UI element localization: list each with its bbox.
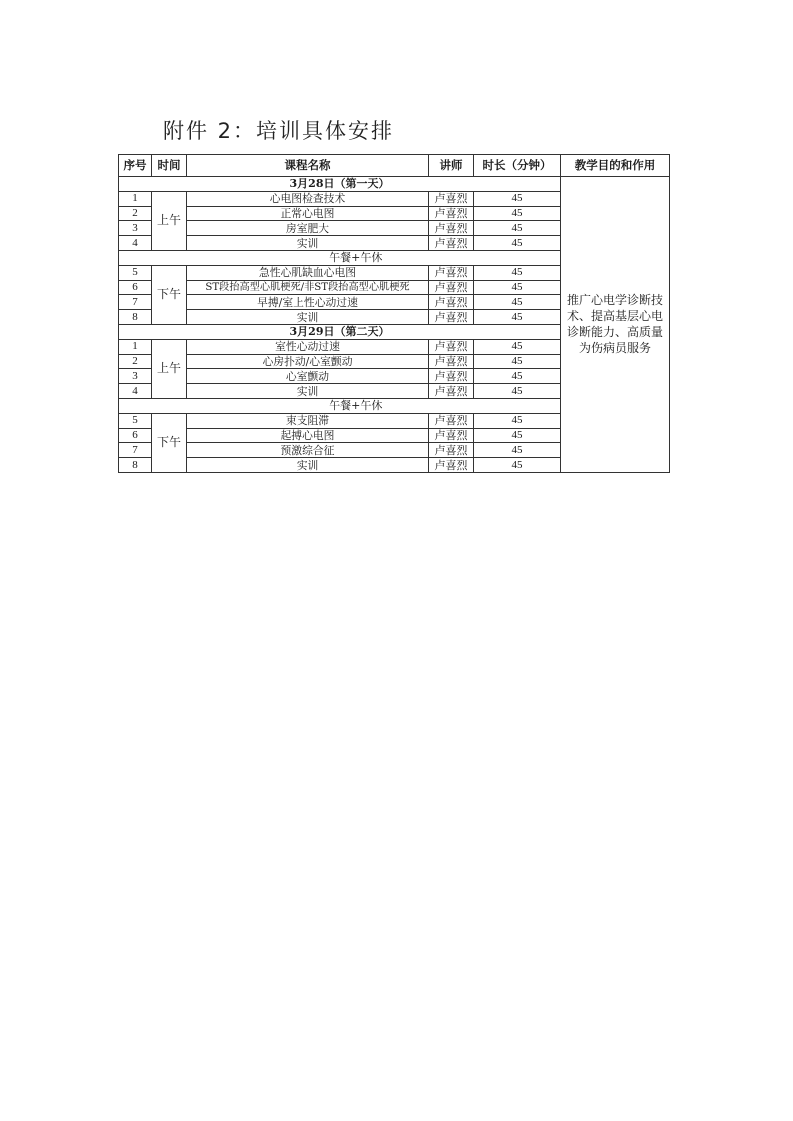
course-name: 起搏心电图 xyxy=(187,428,429,443)
period-morning: 上午 xyxy=(152,339,187,398)
duration: 45 xyxy=(474,339,561,354)
period-afternoon: 下午 xyxy=(152,265,187,324)
schedule-table xyxy=(118,154,670,473)
course-name: 预激综合征 xyxy=(187,443,429,458)
period-morning: 上午 xyxy=(152,191,187,250)
course-name: 室性心动过速 xyxy=(187,339,429,354)
lecturer: 卢喜烈 xyxy=(429,265,474,280)
course-name: 实训 xyxy=(187,458,429,473)
duration: 45 xyxy=(474,354,561,369)
day-row xyxy=(119,177,670,192)
course-name: 急性心肌缺血心电图 xyxy=(187,265,429,280)
course-name: 心室颤动 xyxy=(187,369,429,384)
course-name: 束支阻滞 xyxy=(187,413,429,428)
row-index: 5 xyxy=(119,265,152,280)
col-header-purpose: 教学目的和作用 xyxy=(561,155,670,177)
duration: 45 xyxy=(474,221,561,236)
duration: 45 xyxy=(474,295,561,310)
row-index: 5 xyxy=(119,413,152,428)
duration: 45 xyxy=(474,458,561,473)
course-name: 心房扑动/心室颤动 xyxy=(187,354,429,369)
duration: 45 xyxy=(474,191,561,206)
duration: 45 xyxy=(474,413,561,428)
duration: 45 xyxy=(474,310,561,325)
row-index: 3 xyxy=(119,221,152,236)
lecturer: 卢喜烈 xyxy=(429,236,474,251)
duration: 45 xyxy=(474,236,561,251)
page-title: 附件 2：培训具体安排 xyxy=(163,119,395,144)
course-name: 实训 xyxy=(187,310,429,325)
row-index: 1 xyxy=(119,191,152,206)
col-header-index: 序号 xyxy=(119,155,152,177)
duration: 45 xyxy=(474,369,561,384)
break-spacer xyxy=(119,250,152,265)
col-header-lecturer: 讲师 xyxy=(429,155,474,177)
lecturer: 卢喜烈 xyxy=(429,191,474,206)
course-name: 正常心电图 xyxy=(187,206,429,221)
row-index: 7 xyxy=(119,295,152,310)
break-label: 午餐+午休 xyxy=(152,398,561,413)
row-index: 2 xyxy=(119,354,152,369)
col-header-time: 时间 xyxy=(152,155,187,177)
duration: 45 xyxy=(474,206,561,221)
break-label: 午餐+午休 xyxy=(152,250,561,265)
row-index: 4 xyxy=(119,236,152,251)
course-name: 房室肥大 xyxy=(187,221,429,236)
course-name: 早搏/室上性心动过速 xyxy=(187,295,429,310)
duration: 45 xyxy=(474,384,561,399)
course-name: 心电图检查技术 xyxy=(187,191,429,206)
col-header-duration: 时长（分钟） xyxy=(474,155,561,177)
lecturer: 卢喜烈 xyxy=(429,384,474,399)
lecturer: 卢喜烈 xyxy=(429,428,474,443)
duration: 45 xyxy=(474,443,561,458)
lecturer: 卢喜烈 xyxy=(429,206,474,221)
col-header-course: 课程名称 xyxy=(187,155,429,177)
lecturer: 卢喜烈 xyxy=(429,413,474,428)
lecturer: 卢喜烈 xyxy=(429,221,474,236)
row-index: 8 xyxy=(119,310,152,325)
duration: 45 xyxy=(474,428,561,443)
row-index: 2 xyxy=(119,206,152,221)
lecturer: 卢喜烈 xyxy=(429,310,474,325)
course-name: ST段抬高型心肌梗死/非ST段抬高型心肌梗死 xyxy=(187,280,429,295)
day-label: 3月28日（第一天） xyxy=(119,177,561,192)
row-index: 4 xyxy=(119,384,152,399)
break-spacer xyxy=(119,398,152,413)
row-index: 8 xyxy=(119,458,152,473)
row-index: 1 xyxy=(119,339,152,354)
lecturer: 卢喜烈 xyxy=(429,458,474,473)
header-row xyxy=(119,155,670,177)
purpose-cell: 推广心电学诊断技术、提高基层心电诊断能力、高质量为伤病员服务 xyxy=(561,177,670,473)
lecturer: 卢喜烈 xyxy=(429,443,474,458)
course-name: 实训 xyxy=(187,236,429,251)
row-index: 7 xyxy=(119,443,152,458)
period-afternoon: 下午 xyxy=(152,413,187,472)
lecturer: 卢喜烈 xyxy=(429,339,474,354)
day-label: 3月29日（第二天） xyxy=(119,324,561,339)
row-index: 6 xyxy=(119,428,152,443)
row-index: 3 xyxy=(119,369,152,384)
lecturer: 卢喜烈 xyxy=(429,369,474,384)
course-name: 实训 xyxy=(187,384,429,399)
lecturer: 卢喜烈 xyxy=(429,280,474,295)
duration: 45 xyxy=(474,280,561,295)
row-index: 6 xyxy=(119,280,152,295)
lecturer: 卢喜烈 xyxy=(429,354,474,369)
lecturer: 卢喜烈 xyxy=(429,295,474,310)
duration: 45 xyxy=(474,265,561,280)
